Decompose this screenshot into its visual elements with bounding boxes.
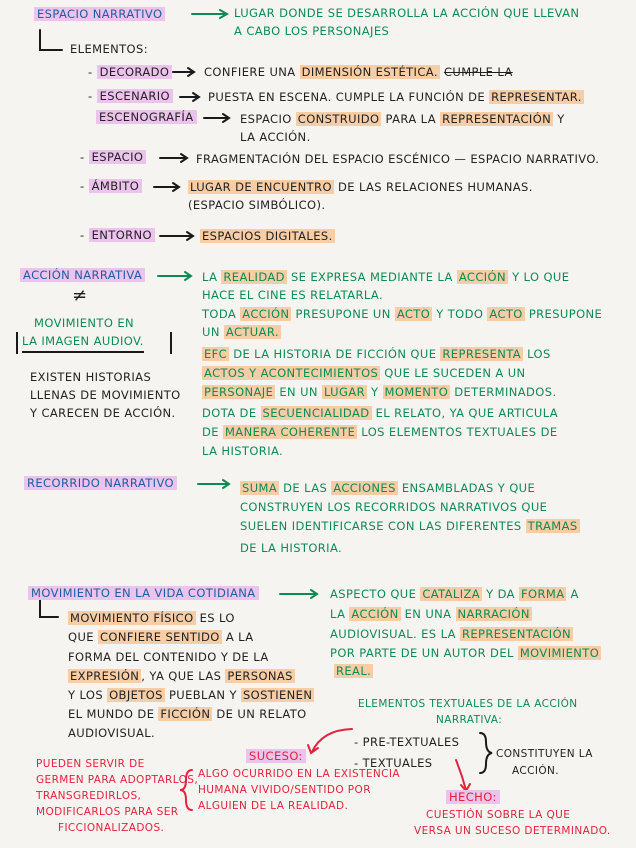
elementos-label: ELEMENTOS: bbox=[70, 42, 148, 56]
entorno-text: ESPACIOS DIGITALES. bbox=[202, 229, 333, 243]
escenografia-text-b: CONSTRUIDO bbox=[297, 112, 380, 126]
elementos-bracket bbox=[40, 30, 62, 50]
accion-title: ACCIÓN NARRATIVA bbox=[20, 268, 145, 282]
side-note-3: Y CARECEN DE ACCIÓN. bbox=[30, 406, 176, 420]
escenografia-text-e: Y bbox=[557, 112, 565, 126]
mv-right-2: LA ACCIÓN EN UNA NARRACIÓN bbox=[330, 607, 530, 621]
ambito-label: ÁMBITO bbox=[89, 179, 143, 193]
suceso-label: SUCESO: bbox=[246, 749, 306, 763]
decorado-text-a: CONFIERE UNA bbox=[204, 65, 296, 79]
suceso-def-3: ALGUIEN DE LA REALIDAD. bbox=[198, 800, 349, 812]
side-note-2: LLENAS DE MOVIMIENTO bbox=[30, 388, 181, 402]
movimiento-line-2: LA IMAGEN AUDIOV. bbox=[22, 334, 144, 353]
mv-right-4: POR PARTE DE UN AUTOR DEL MOVIMIENTO bbox=[330, 646, 600, 660]
recorrido-line-1: SUMA DE LAS ACCIONES ENSAMBLADAS Y QUE bbox=[242, 481, 536, 495]
mv-left-2: QUE CONFIERE SENTIDO A LA bbox=[68, 630, 254, 644]
escenario-text-a: PUESTA EN ESCENA. CUMPLE LA FUNCIÓN DE bbox=[208, 90, 486, 104]
suceso-note-1: PUEDEN SERVIR DE bbox=[36, 758, 145, 770]
ambito-text-c: (ESPACIO SIMBÓLICO). bbox=[188, 198, 326, 212]
movimiento-line-1: MOVIMIENTO EN bbox=[34, 316, 135, 330]
accion-line-1: LA REALIDAD SE EXPRESA MEDIANTE LA ACCIÓN Y LO QUE bbox=[202, 270, 570, 284]
escenografia-text-d: REPRESENTACIÓN bbox=[442, 112, 552, 126]
recorrido-line-3: SUELEN IDENTIFICARSE CON LAS DIFERENTES TRAMAS bbox=[240, 519, 578, 533]
suceso-def-1: ALGO OCURRIDO EN LA EXISTENCIA bbox=[198, 768, 400, 780]
decorado-struck: CUMPLE LA bbox=[443, 65, 513, 79]
espacio-definition-2: A CABO LOS PERSONAJES bbox=[234, 24, 390, 38]
mv-left-1: MOVIMIENTO FÍSICO ES LO bbox=[70, 611, 235, 625]
mv-left-7: AUDIOVISUAL. bbox=[68, 726, 156, 740]
escenografia-text-c: PARA LA bbox=[385, 112, 436, 126]
espacio-item-label: ESPACIO bbox=[89, 150, 147, 164]
ambito-text-a: LUGAR DE ENCUENTRO bbox=[190, 180, 332, 194]
recorrido-line-2: CONSTRUYEN LOS RECORRIDOS NARRATIVOS QUE bbox=[240, 500, 548, 514]
escenografia-text-a: ESPACIO bbox=[240, 112, 292, 126]
escenografia-label: ESCENOGRAFÍA bbox=[96, 110, 197, 124]
mv-right-5: REAL. bbox=[336, 664, 372, 678]
escenario-text-b: REPRESENTAR. bbox=[491, 90, 582, 104]
suceso-note-5: FICCIONALIZADOS. bbox=[58, 822, 165, 834]
constituyen-2: ACCIÓN. bbox=[512, 765, 560, 777]
accion-line-6: ACTOS Y ACONTECIMIENTOS QUE LE SUCEDEN A UN bbox=[204, 366, 526, 380]
side-note-1: EXISTEN HISTORIAS bbox=[30, 370, 152, 384]
ambito-text-b: DE LAS RELACIONES HUMANAS. bbox=[337, 180, 533, 194]
accion-line-2: HACE EL CINE ES RELATARLA. bbox=[202, 288, 384, 302]
mv-right-3: AUDIOVISUAL. ES LA REPRESENTACIÓN bbox=[330, 627, 572, 641]
accion-line-7: PERSONAJE EN UN LUGAR Y MOMENTO DETERMINADOS. bbox=[204, 385, 557, 399]
espacio-item-text: FRAGMENTACIÓN DEL ESPACIO ESCÉNICO — ESPACIO NARRATIVO. bbox=[196, 152, 600, 166]
decorado-label: DECORADO bbox=[97, 65, 173, 79]
suceso-note-4: MODIFICARLOS PARA SER bbox=[36, 806, 179, 818]
escenografia-text-f: LA ACCIÓN. bbox=[240, 130, 311, 144]
suceso-note-2: GERMEN PARA ADOPTARLOS, bbox=[36, 774, 199, 786]
accion-line-5: EFC DE LA HISTORIA DE FICCIÓN QUE REPRESENTA LOS bbox=[204, 347, 551, 361]
hecho-def-2: VERSA UN SUCESO DETERMINADO. bbox=[414, 825, 611, 837]
notes-page: ESPACIO NARRATIVO LUGAR DONDE SE DESARROLLA LA ACCIÓN QUE LLEVAN A CABO LOS PERSONAJES ELEMENTOS: - DECORADO CONFIERE UNA DIMENSIÓN ESTÉTICA. CUMPLE LA - ESCENARIO PUESTA EN ESCENA. CUMPLE LA FUNCIÓN DE REPRESENTAR. ESCENOGRAFÍA ESPACIO CONSTRUIDO PARA LA REPRESENTACIÓN Y LA ACCIÓN. - ESPACIO FRAGMENTACIÓN DEL ESPACIO ESCÉNICO — ESPACIO NARRATIVO. - ÁMBITO LUGAR DE ENCUENTRO DE LAS RELACIONES HUMANAS. (ESPACIO SIMBÓLICO). - ENTORNO ESPACIOS DIGITALES. ACCIÓN NARRATIVA ≠ MOVIMIENTO EN LA IMAGEN AUDIOV. EXISTEN HISTORIAS LLENAS DE MOVIMIENTO Y CARECEN DE ACCIÓN. LA REALIDAD SE EXPRESA MEDIANTE LA ACCIÓN Y LO QUE HACE EL CINE ES RELATARLA. TODA ACCIÓN PRESUPONE UN ACTO Y TODO ACTO PRESUPONE UN ACTUAR. EFC DE LA HISTORIA DE FICCIÓN QUE REPRESENTA LOS ACTOS Y ACONTECIMIENTOS QUE LE SUCEDEN A UN PERSONAJE EN UN LUGAR Y MOMENTO DETERMINADOS. DOTA DE SECUENCIALIDAD EL RELATO, YA QUE ARTICULA DE MANERA COHERENTE LOS ELEMENTOS TEXTUALES DE LA HISTORIA. RECORRIDO NARRATIVO SUMA DE LAS ACCIONES ENSAMBLADAS Y QUE CONSTRUYEN LOS RECORRIDOS NARRATIVOS QUE SUELEN IDENTIFICARSE CON LAS DIFERENTES TRAMAS DE LA HISTORIA. MOVIMIENTO EN LA VIDA COTIDIANA ASPECTO QUE CATALIZA Y DA FORMA A LA ACCIÓN EN UNA NARRACIÓN AUDIOVISUAL. ES LA REPRESENTACIÓN POR PARTE DE UN AUTOR DEL MOVIMIENTO REAL. MOVIMIENTO FÍSICO ES LO QUE CONFIERE SENTIDO A LA FORMA DEL CONTENIDO Y DE LA EXPRESIÓN , YA QUE LAS PERSONAS Y LOS OBJETOS PUEBLAN Y SOSTIENEN EL MUNDO DE FICCIÓN DE UN RELATO AUDIOVISUAL. ELEMENTOS TEXTUALES DE LA ACCIÓN NARRATIVA: - PRE-TEXTUALES - TEXTUALES CONSTITUYEN LA ACCIÓN. SUCESO: ALGO OCURRIDO EN LA EXISTENCIA HUMANA VIVIDO/SENTIDO POR ALGUIEN DE LA REALIDAD. PUEDEN SERVIR DE GERMEN PARA ADOPTARLOS, TRANSGREDIRLOS, MODIFICARLOS PARA SER FICCIONALIZADOS. HECHO: CUESTIÓN SOBRE LA QUE VERSA UN SUCESO DETERMINADO. bbox=[0, 0, 636, 848]
decorado-text-b: DIMENSIÓN ESTÉTICA. bbox=[301, 65, 438, 79]
accion-line-8: DOTA DE SECUENCIALIDAD EL RELATO, YA QUE ARTICULA bbox=[202, 406, 559, 420]
escenario-label: ESCENARIO bbox=[97, 89, 173, 103]
recorrido-title: RECORRIDO NARRATIVO bbox=[24, 476, 177, 490]
mv-left-3: FORMA DEL CONTENIDO Y DE LA bbox=[68, 650, 269, 664]
mv-right-1: ASPECTO QUE CATALIZA Y DA FORMA A bbox=[330, 587, 579, 601]
mv-left-4: EXPRESIÓN , YA QUE LAS PERSONAS bbox=[70, 669, 293, 683]
espacio-title: ESPACIO NARRATIVO bbox=[34, 7, 165, 21]
hecho-def-1: CUESTIÓN SOBRE LA QUE bbox=[426, 809, 571, 821]
not-equal-sign: ≠ bbox=[72, 285, 88, 306]
recorrido-line-4: DE LA HISTORIA. bbox=[240, 541, 343, 555]
suceso-note-3: TRANSGREDIRLOS, bbox=[36, 790, 142, 802]
entorno-label: ENTORNO bbox=[89, 228, 155, 242]
espacio-definition-1: LUGAR DONDE SE DESARROLLA LA ACCIÓN QUE LLEVAN bbox=[234, 6, 580, 20]
accion-line-4: UN ACTUAR. bbox=[202, 325, 279, 339]
mv-left-6: EL MUNDO DE FICCIÓN DE UN RELATO bbox=[68, 707, 307, 721]
pre-textuales: - PRE-TEXTUALES bbox=[354, 735, 460, 749]
mv-left-5: Y LOS OBJETOS PUEBLAN Y SOSTIENEN bbox=[68, 688, 313, 702]
suceso-def-2: HUMANA VIVIDO/SENTIDO POR bbox=[198, 784, 371, 796]
constituyen-1: CONSTITUYEN LA bbox=[496, 748, 593, 760]
hecho-label: HECHO: bbox=[446, 790, 500, 804]
textuales-heading-1: ELEMENTOS TEXTUALES DE LA ACCIÓN bbox=[358, 698, 578, 710]
accion-line-10: LA HISTORIA. bbox=[202, 444, 284, 458]
accion-line-9: DE MANERA COHERENTE LOS ELEMENTOS TEXTUALES DE bbox=[202, 425, 558, 439]
movimiento-vida-title: MOVIMIENTO EN LA VIDA COTIDIANA bbox=[28, 586, 259, 600]
accion-line-3: TODA ACCIÓN PRESUPONE UN ACTO Y TODO ACTO PRESUPONE bbox=[202, 307, 603, 321]
textuales-item: - TEXTUALES bbox=[354, 756, 433, 770]
textuales-heading-2: NARRATIVA: bbox=[436, 714, 503, 726]
